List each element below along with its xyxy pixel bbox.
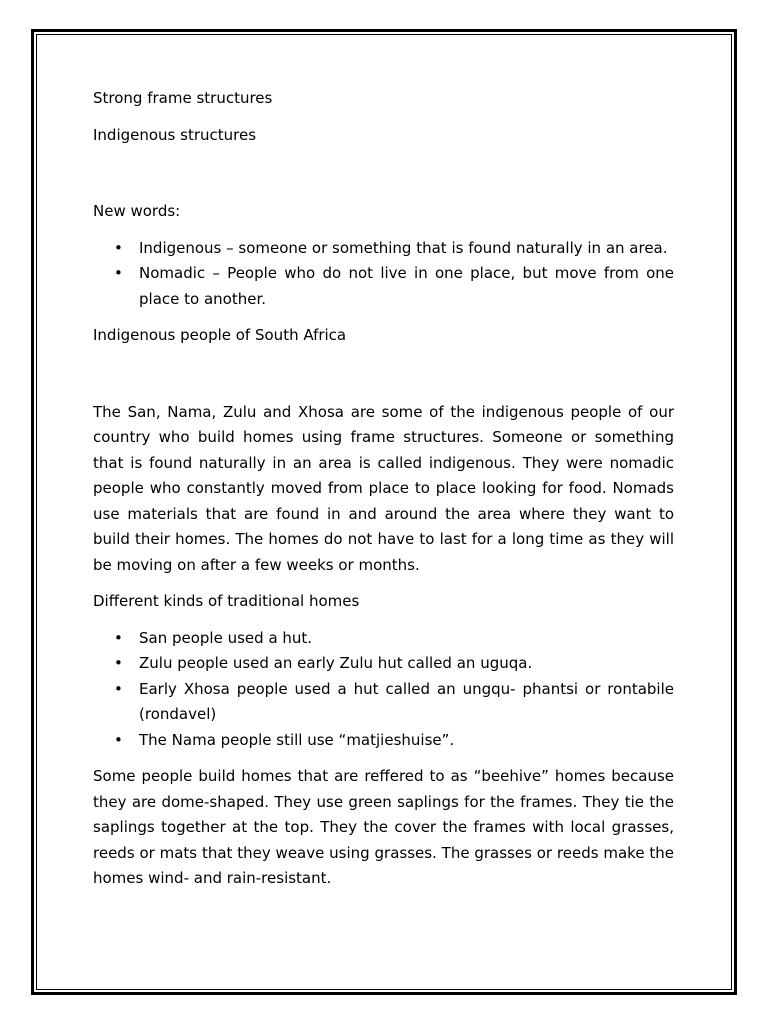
traditional-homes-list (93, 626, 674, 754)
home-zulu: Zulu people used an early Zulu hut called an uguqa. (139, 654, 533, 672)
bullet-icon: • (114, 264, 123, 282)
new-word-nomadic: Nomadic – People who do not live in one place, but move from one place to another. (139, 264, 674, 308)
list-item (93, 626, 674, 652)
bullet-icon: • (114, 654, 123, 672)
list-item (93, 651, 674, 677)
new-words-list (93, 236, 674, 313)
section-title-indigenous-people: Indigenous people of South Africa (93, 326, 347, 344)
home-xhosa: Early Xhosa people used a hut called an ungqu- phantsi or rontabile (rondavel) (139, 679, 674, 723)
list-item (93, 677, 674, 728)
heading-indigenous-structures: Indigenous structures (93, 125, 257, 144)
paragraph-beehive-homes: Some people build homes that are reffered to as “beehive” homes because they are dome-shaped. They use green saplings for the frames. They tie the saplings together at the top. They the cover the frames with local grasses, reeds or mats that they weave using grasses. The grasses or reeds make the homes wind- and rain-resistant. (93, 767, 674, 887)
document-body (93, 86, 674, 892)
list-item (93, 728, 674, 754)
heading-strong-frame-structures: Strong frame structures (93, 89, 273, 107)
bullet-icon: • (114, 238, 123, 257)
home-nama: The Nama people still use “matjieshuise”. (139, 730, 455, 749)
new-words-label: New words: (93, 202, 181, 220)
home-san: San people used a hut. (139, 628, 313, 647)
paragraph-indigenous-people: The San, Nama, Zulu and Xhosa are some of the indigenous people of our country who build homes using frame structures. Someone or something that is found naturally in an area is called indigenous. They were nomadic people who constantly moved from place to place looking for food. Nomads use materials that are found in and around the area where they want to build their homes. The homes do not have to last for a long time as they will be moving on after a few weeks or months. (93, 402, 674, 574)
section-title-traditional-homes: Different kinds of traditional homes (93, 592, 360, 610)
new-word-indigenous: Indigenous – someone or something that is found naturally in an area. (139, 238, 668, 257)
bullet-icon: • (114, 628, 123, 647)
bullet-icon: • (114, 730, 123, 749)
bullet-icon: • (114, 679, 123, 698)
list-item (93, 261, 674, 312)
list-item (93, 236, 674, 262)
